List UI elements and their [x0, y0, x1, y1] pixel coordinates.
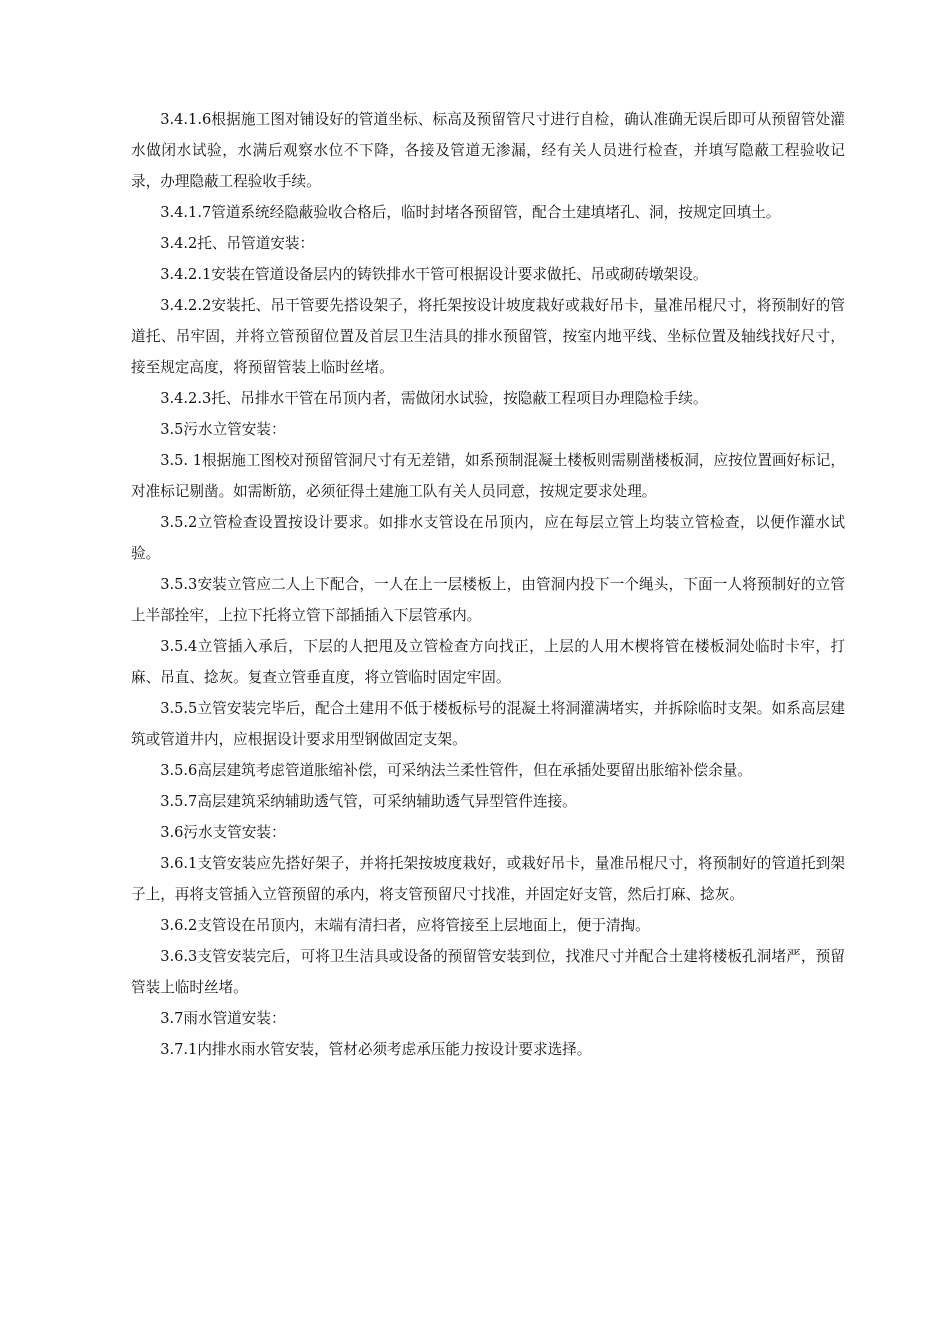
paragraph-3-4-1-7: 3.4.1.7管道系统经隐蔽验收合格后，临时封堵各预留管，配合土建填堵孔、洞，按规定回填土。	[160, 204, 781, 221]
paragraph-3-6-1: 3.6.1支管安装应先搭好架子，并将托架按坡度栽好，或栽好吊卡，量准吊棍尺寸，将预制好的管道托到架子上，再将支管插入立管预留的承内，将支管预留尺寸找准，并固定好支管，然后打麻、捻灰。	[131, 855, 845, 903]
paragraph-3-5-2: 3.5.2立管检查设置按设计要求。如排水支管设在吊顶内，应在每层立管上均装立管检查，以便作灌水试验。	[131, 514, 845, 562]
paragraph-3-5-3: 3.5.3安装立管应二人上下配合，一人在上一层楼板上，由管洞内投下一个绳头，下面一人将预制好的立管上半部拴牢，上拉下托将立管下部插插入下层管承内。	[131, 576, 845, 624]
paragraph-3-5-6: 3.5.6高层建筑考虑管道胀缩补偿，可采纳法兰柔性管件，但在承插处要留出胀缩补偿余量。	[160, 762, 752, 779]
heading-3-4-2: 3.4.2托、吊管道安装：	[160, 235, 315, 252]
paragraph-3-4-2-2: 3.4.2.2安装托、吊干管要先搭设架子，将托架按设计坡度栽好或栽好吊卡，量准吊棍尺寸，将预制好的管道托、吊牢固，并将立管预留位置及首层卫生洁具的排水预留管，按室内地平线、坐标位置及轴线找好尺寸，接至规定高度，将预留管装上临时丝堵。	[131, 297, 845, 376]
paragraph-3-5-1: 3.5. 1根据施工图校对预留管洞尺寸有无差错，如系预制混凝土楼板则需剔凿楼板洞，应按位置画好标记，对准标记剔凿。如需断筋，必须征得土建施工队有关人员同意，按规定要求处理。	[131, 452, 845, 500]
paragraph-3-5-7: 3.5.7高层建筑采纳辅助透气管，可采纳辅助透气异型管件连接。	[160, 793, 577, 810]
heading-3-7: 3.7雨水管道安装：	[160, 1010, 286, 1027]
document-page	[131, 104, 845, 1065]
paragraph-3-5-5: 3.5.5立管安装完毕后，配合土建用不低于楼板标号的混凝土将洞灌满堵实，并拆除临时支架。如系高层建筑或管道井内，应根据设计要求用型钢做固定支架。	[131, 700, 845, 748]
heading-3-5: 3.5污水立管安装：	[160, 421, 286, 438]
paragraph-3-4-2-3: 3.4.2.3托、吊排水干管在吊顶内者，需做闭水试验，按隐蔽工程项目办理隐检手续。	[160, 390, 708, 407]
paragraph-3-6-3: 3.6.3支管安装完后，可将卫生洁具或设备的预留管安装到位，找准尺寸并配合土建将楼板孔洞堵严，预留管装上临时丝堵。	[131, 948, 845, 996]
paragraph-3-6-2: 3.6.2支管设在吊顶内，末端有清扫者，应将管接至上层地面上，便于清掏。	[160, 917, 650, 934]
paragraph-3-4-2-1: 3.4.2.1安装在管道设备层内的铸铁排水干管可根据设计要求做托、吊或砌砖墩架设。	[160, 266, 708, 283]
paragraph-3-5-4: 3.5.4立管插入承后，下层的人把甩及立管检查方向找正，上层的人用木楔将管在楼板洞处临时卡牢，打麻、吊直、捻灰。复查立管垂直度，将立管临时固定牢固。	[131, 638, 845, 686]
paragraph-3-4-1-6: 3.4.1.6根据施工图对铺设好的管道坐标、标高及预留管尺寸进行自检，确认准确无误后即可从预留管处灌水做闭水试验，水满后观察水位不下降，各接及管道无渗漏，经有关人员进行检查，并填写隐蔽工程验收记录，办理隐蔽工程验收手续。	[131, 111, 845, 190]
paragraph-3-7-1: 3.7.1内排水雨水管安装，管材必须考虑承压能力按设计要求选择。	[160, 1041, 592, 1058]
heading-3-6: 3.6污水支管安装：	[160, 824, 286, 841]
